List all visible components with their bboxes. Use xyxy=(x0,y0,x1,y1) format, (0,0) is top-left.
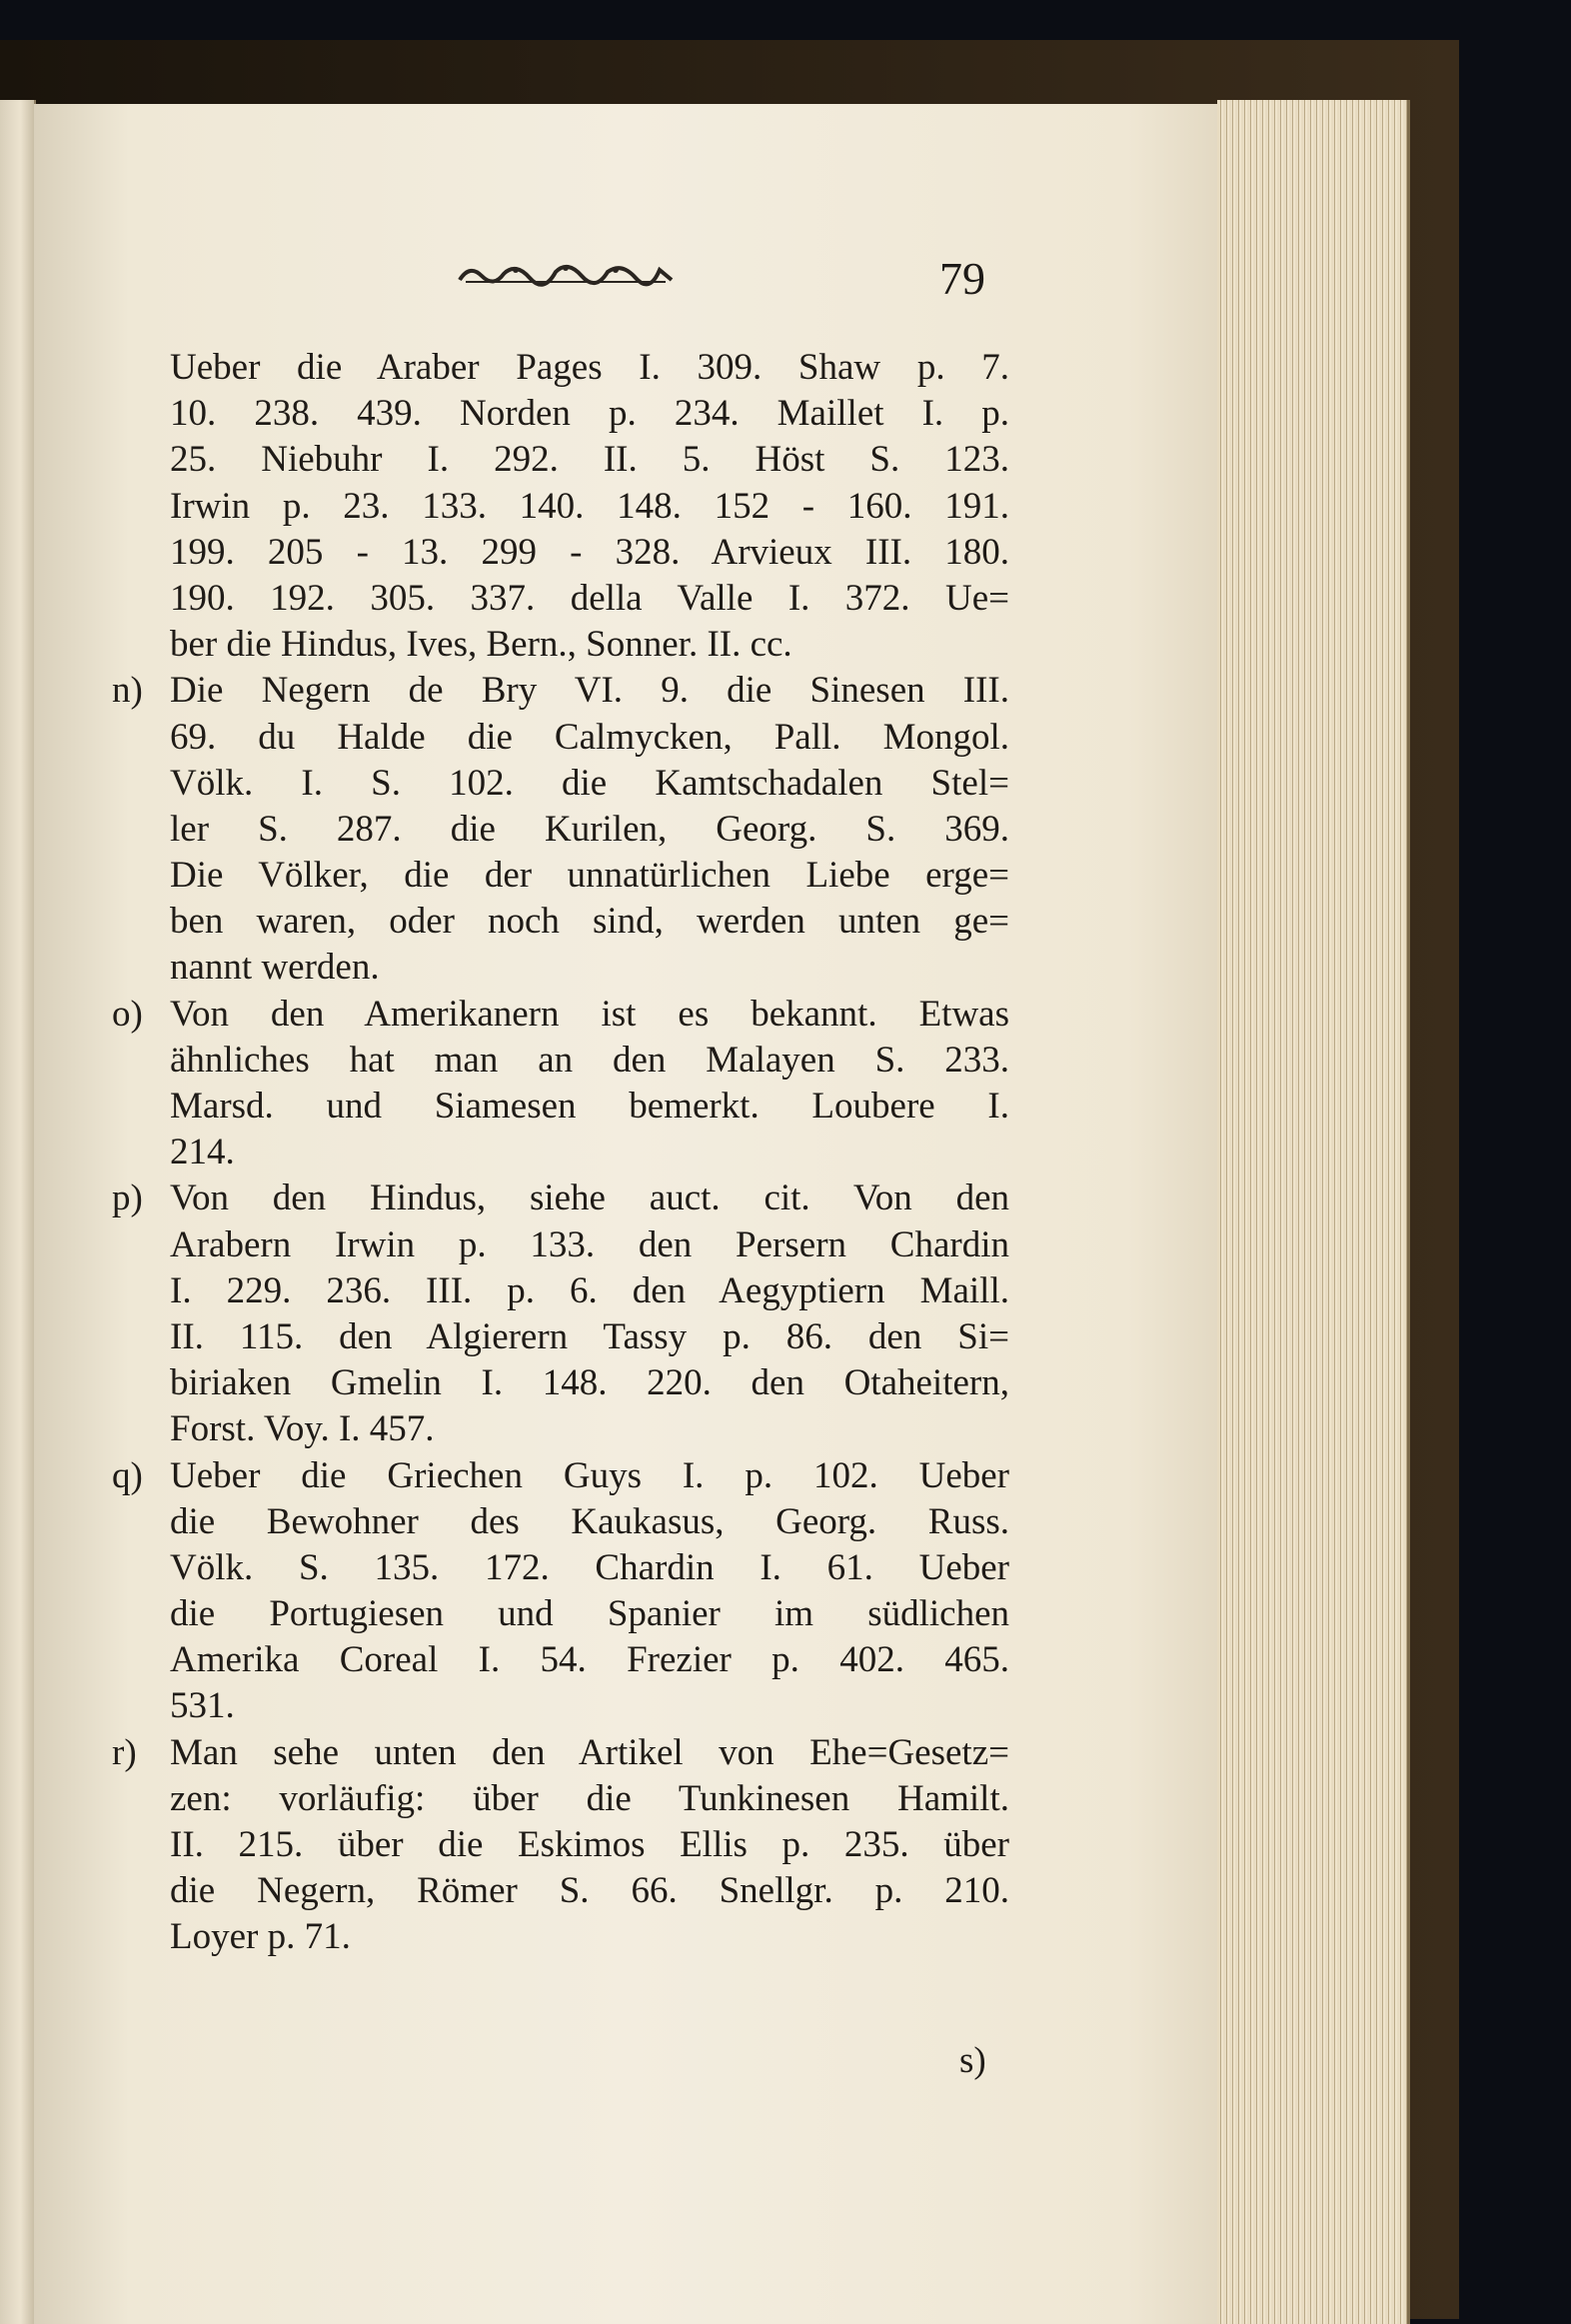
text-line: Die Völker, die der unnatürlichen Liebe erge= xyxy=(170,855,1009,897)
footnote-marker: p) xyxy=(112,1177,143,1219)
footnote-marker: o) xyxy=(112,993,143,1035)
text-line: Marsd. und Siamesen bemerkt. Loubere I. xyxy=(170,1086,1009,1127)
text-line: II. 215. über die Eskimos Ellis p. 235. über xyxy=(170,1824,1009,1865)
text-line: Völk. S. 135. 172. Chardin I. 61. Ueber xyxy=(170,1546,1009,1588)
text-line: die Negern, Römer S. 66. Snellgr. p. 210. xyxy=(170,1870,1009,1912)
text-line: Von den Hindus, siehe auct. cit. Von den xyxy=(170,1177,1009,1219)
footnotes-text xyxy=(112,345,1009,1961)
footnote xyxy=(112,668,1009,991)
text-line: nannt werden. xyxy=(170,947,380,989)
text-line: die Portugiesen und Spanier im südlichen xyxy=(170,1593,1009,1635)
text-line: biriaken Gmelin I. 148. 220. den Otaheitern, xyxy=(170,1362,1009,1404)
text-line: Von den Amerikanern ist es bekannt. Etwas xyxy=(170,993,1009,1035)
text-line: ler S. 287. die Kurilen, Georg. S. 369. xyxy=(170,808,1009,850)
text-line: 69. du Halde die Calmycken, Pall. Mongol. xyxy=(170,716,1009,758)
footnote-marker: n) xyxy=(112,670,143,712)
text-line: ber die Hindus, Ives, Bern., Sonner. II. cc. xyxy=(170,624,792,666)
text-line: 10. 238. 439. Norden p. 234. Maillet I. p. xyxy=(170,393,1009,435)
footnote xyxy=(112,1730,1009,1961)
text-line: 531. xyxy=(170,1685,235,1727)
text-line: II. 115. den Algierern Tassy p. 86. den Si= xyxy=(170,1315,1009,1357)
text-line: Man sehe unten den Artikel von Ehe=Gesetz= xyxy=(170,1731,1009,1773)
footnote xyxy=(170,345,1009,668)
text-line: Die Negern de Bry VI. 9. die Sinesen III. xyxy=(170,670,1009,712)
text-line: Amerika Coreal I. 54. Frezier p. 402. 465. xyxy=(170,1639,1009,1681)
page-number: 79 xyxy=(939,253,985,304)
text-line: ähnliches hat man an den Malayen S. 233. xyxy=(170,1039,1009,1081)
footnote xyxy=(112,992,1009,1176)
text-line: 214. xyxy=(170,1132,235,1173)
text-line: ben waren, oder noch sind, werden unten ge= xyxy=(170,901,1009,943)
text-line: Forst. Voy. I. 457. xyxy=(170,1408,435,1450)
text-line: Arabern Irwin p. 133. den Persern Chardin xyxy=(170,1223,1009,1265)
text-line: Irwin p. 23. 133. 140. 148. 152 - 160. 191. xyxy=(170,485,1009,527)
text-line: 199. 205 - 13. 299 - 328. Arvieux III. 180. xyxy=(170,531,1009,573)
page-block-edges xyxy=(1217,100,1410,2324)
footnote xyxy=(112,1453,1009,1730)
text-line: die Bewohner des Kaukasus, Georg. Russ. xyxy=(170,1500,1009,1542)
text-line: Loyer p. 71. xyxy=(170,1916,351,1958)
left-page-edge xyxy=(0,100,36,2324)
text-line: Ueber die Araber Pages I. 309. Shaw p. 7. xyxy=(170,347,1009,388)
text-line: 25. Niebuhr I. 292. II. 5. Höst S. 123. xyxy=(170,439,1009,481)
footnote-marker: r) xyxy=(112,1731,137,1773)
text-line: zen: vorläufig: über die Tunkinesen Hamilt. xyxy=(170,1777,1009,1819)
footnote-marker: q) xyxy=(112,1454,143,1496)
catchword: s) xyxy=(959,2040,986,2081)
text-line: 190. 192. 305. 337. della Valle I. 372. Ue= xyxy=(170,577,1009,619)
text-line: Völk. I. S. 102. die Kamtschadalen Stel= xyxy=(170,762,1009,804)
text-line: Ueber die Griechen Guys I. p. 102. Ueber xyxy=(170,1454,1009,1496)
text-line: I. 229. 236. III. p. 6. den Aegyptiern Maill. xyxy=(170,1269,1009,1311)
header-ornament xyxy=(456,258,676,288)
footnote xyxy=(112,1175,1009,1452)
